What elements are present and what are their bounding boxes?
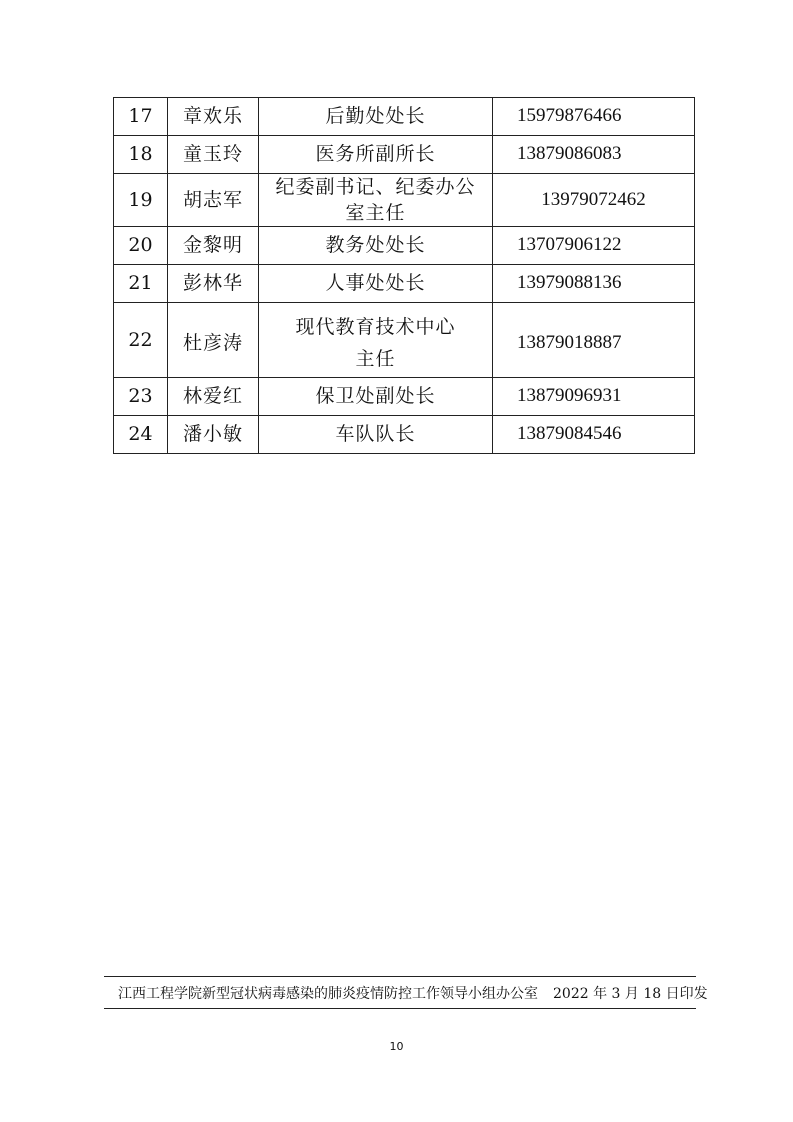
job-title — [259, 174, 493, 227]
row-number: 17 — [114, 98, 168, 136]
job-title-line-1: 现代教育技术中心 — [295, 316, 456, 338]
job-title-line-2: 主任 — [355, 348, 396, 370]
phone-number: 15979876466 — [493, 98, 695, 136]
person-name: 胡志军 — [168, 174, 259, 227]
row-number: 24 — [114, 416, 168, 454]
footer-rule-top — [104, 976, 696, 977]
row-number: 20 — [114, 227, 168, 265]
row-number: 21 — [114, 265, 168, 303]
person-name: 金黎明 — [168, 227, 259, 265]
row-number: 23 — [114, 378, 168, 416]
job-title — [259, 303, 493, 378]
phone-number: 13707906122 — [493, 227, 695, 265]
table-row — [114, 227, 695, 265]
job-title: 医务所副所长 — [259, 136, 493, 174]
issuer-name: 江西工程学院新型冠状病毒感染的肺炎疫情防控工作领导小组办公室 — [118, 986, 538, 1002]
footer-rule-bottom — [104, 1008, 696, 1009]
job-title-line-2: 室主任 — [345, 202, 406, 224]
job-title-line-1: 纪委副书记、纪委办公 — [275, 176, 476, 198]
job-title: 后勤处处长 — [259, 98, 493, 136]
phone-number: 13879086083 — [493, 136, 695, 174]
table-row — [114, 136, 695, 174]
person-name: 杜彦涛 — [168, 303, 259, 378]
table-row — [114, 416, 695, 454]
job-title: 教务处处长 — [259, 227, 493, 265]
phone-number: 13979088136 — [493, 265, 695, 303]
table-row — [114, 303, 695, 378]
job-title: 保卫处副处长 — [259, 378, 493, 416]
person-name: 章欢乐 — [168, 98, 259, 136]
table-row — [114, 378, 695, 416]
person-name: 林爱红 — [168, 378, 259, 416]
person-name: 彭林华 — [168, 265, 259, 303]
row-number: 19 — [114, 174, 168, 227]
table-row — [114, 98, 695, 136]
issue-date: 2022 年 3 月 18 日印发 — [553, 986, 708, 1002]
person-name: 童玉玲 — [168, 136, 259, 174]
row-number: 22 — [114, 303, 168, 378]
table-row — [114, 265, 695, 303]
person-name: 潘小敏 — [168, 416, 259, 454]
table-row — [114, 174, 695, 227]
phone-number: 13879096931 — [493, 378, 695, 416]
job-title: 车队队长 — [259, 416, 493, 454]
phone-number: 13879084546 — [493, 416, 695, 454]
page-number: 10 — [389, 1040, 404, 1053]
phone-number: 13879018887 — [493, 303, 695, 378]
contacts-table — [113, 97, 695, 454]
phone-number: 13979072462 — [493, 174, 695, 227]
job-title: 人事处处长 — [259, 265, 493, 303]
row-number: 18 — [114, 136, 168, 174]
